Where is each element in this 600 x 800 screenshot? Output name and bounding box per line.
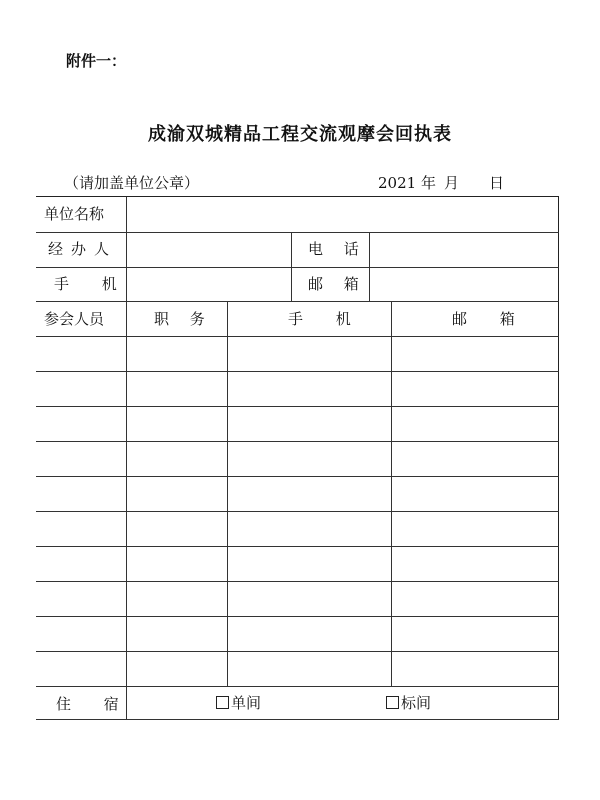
row-divider [36,546,559,547]
attendee-mobile-cell[interactable] [230,408,390,440]
unit-name-field[interactable] [128,199,556,231]
mobile-label: 手 机 [54,275,131,293]
row-divider [36,476,559,477]
row-divider [36,651,559,652]
row-divider [36,301,559,302]
mobile-field[interactable] [128,269,290,300]
date-day: 日 [488,174,504,192]
attendee-name-cell[interactable] [38,653,126,685]
row-divider [36,267,559,268]
date-year: 2021 年 [378,174,436,192]
row-divider [36,511,559,512]
email-field[interactable] [371,269,557,300]
attendee-email-cell[interactable] [394,653,557,685]
attendee-email-cell[interactable] [394,513,557,545]
checkbox-standard[interactable] [386,696,399,709]
row-divider [36,371,559,372]
row-divider [36,336,559,337]
attendee-position-cell[interactable] [129,373,226,405]
column-divider [126,301,127,686]
page-title: 成渝双城精品工程交流观摩会回执表 [148,124,452,145]
attendee-header-email: 邮 箱 [452,310,529,328]
attendee-position-cell[interactable] [129,443,226,475]
form-bottom-border [36,719,559,720]
attendee-email-cell[interactable] [394,338,557,370]
column-divider [227,301,228,686]
attendee-mobile-cell[interactable] [230,618,390,650]
column-divider [291,232,292,301]
attendee-position-cell[interactable] [129,653,226,685]
attendee-email-cell[interactable] [394,373,557,405]
stamp-note: （请加盖单位公章） [64,174,200,192]
attendee-email-cell[interactable] [394,478,557,510]
attendee-name-cell[interactable] [38,408,126,440]
attendee-name-cell[interactable] [38,583,126,615]
lodging-option-single[interactable] [216,696,261,711]
row-divider [36,232,559,233]
lodging-option-standard[interactable] [386,696,431,711]
attendee-email-cell[interactable] [394,583,557,615]
lodging-label: 住 宿 [56,695,133,713]
attendee-email-cell[interactable] [394,443,557,475]
attendee-email-cell[interactable] [394,548,557,580]
date-line [378,172,504,193]
attendee-position-cell[interactable] [129,408,226,440]
attendee-header-name: 参会人员 [44,310,105,328]
receipt-form [36,196,559,720]
attendee-position-cell[interactable] [129,583,226,615]
phone-field[interactable] [371,234,557,266]
attendee-email-cell[interactable] [394,618,557,650]
attendee-mobile-cell[interactable] [230,478,390,510]
attendee-name-cell[interactable] [38,373,126,405]
lodging-option-single-label: 单间 [231,694,262,712]
lodging-option-standard-label: 标间 [401,694,432,712]
email-label: 邮 箱 [308,275,367,293]
attendee-name-cell[interactable] [38,618,126,650]
row-divider [36,441,559,442]
attendee-name-cell[interactable] [38,478,126,510]
row-divider [36,406,559,407]
attendee-mobile-cell[interactable] [230,548,390,580]
attendee-email-cell[interactable] [394,408,557,440]
attendee-mobile-cell[interactable] [230,513,390,545]
row-divider [36,616,559,617]
attendee-position-cell[interactable] [129,618,226,650]
attendee-mobile-cell[interactable] [230,583,390,615]
contact-label: 经办人 [48,240,118,258]
row-divider [36,686,559,687]
attendee-name-cell[interactable] [38,548,126,580]
attendee-name-cell[interactable] [38,443,126,475]
attendee-name-cell[interactable] [38,338,126,370]
date-month: 月 [443,174,459,192]
attendee-header-mobile: 手 机 [288,310,365,328]
attendee-position-cell[interactable] [129,338,226,370]
column-divider [391,301,392,686]
attendee-mobile-cell[interactable] [230,653,390,685]
attendee-header-position: 职 务 [154,310,213,328]
phone-label: 电 话 [308,240,367,258]
attendee-position-cell[interactable] [129,513,226,545]
unit-name-label: 单位名称 [44,205,105,223]
attachment-label: 附件一： [66,52,127,70]
attendee-position-cell[interactable] [129,548,226,580]
attendee-mobile-cell[interactable] [230,373,390,405]
attendee-name-cell[interactable] [38,513,126,545]
contact-field[interactable] [128,234,290,266]
attendee-position-cell[interactable] [129,478,226,510]
row-divider [36,581,559,582]
column-divider [369,232,370,301]
attendee-mobile-cell[interactable] [230,338,390,370]
attendee-mobile-cell[interactable] [230,443,390,475]
checkbox-single[interactable] [216,696,229,709]
